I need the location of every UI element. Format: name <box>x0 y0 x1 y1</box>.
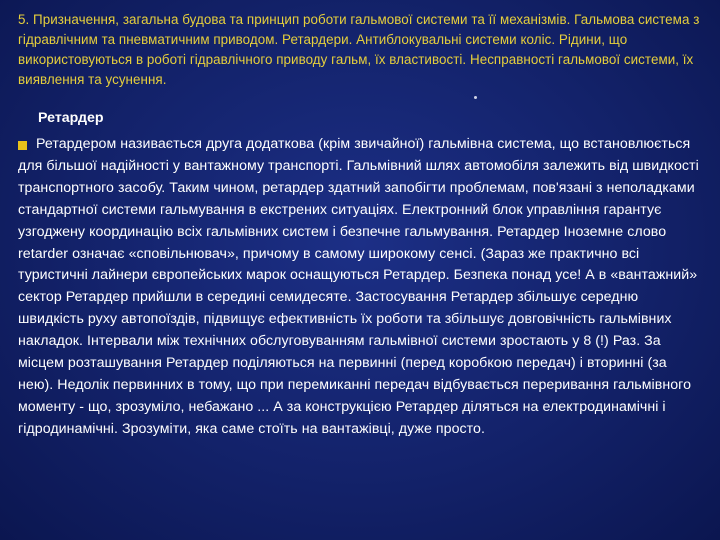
square-bullet-icon <box>18 141 27 150</box>
body-paragraph: Ретардером називається друга додаткова (крім звичайної) гальмівна система, що встановлюється для більшої надійності у вантажному транспорті. Гальмівний шлях автомобіля залежить від швидкості транспортного засобу. Таким чином, ретардер здатний запобігти проблемам, пов'язані з неполадками стандартної системи гальмування в екстрених ситуаціях. Електронний блок управління гарантує узгоджену координацію всіх гальмівних систем і безпечне гальмування. Ретардер Іноземне слово retarder означає «сповільнювач», причому в самому широкому сенсі. (Зараз же практично всі туристичні лайнери європейських марок оснащуються Ретардер. Безпека понад усе! А в «вантажний» сектор Ретардер прийшли в середині семидесяте. Застосування Ретардер збільшує середню швидкість руху автопоїздів, підвищує ефективність їх роботи та збільшує довговічність гальмівних накладок. Інтервали між технічних обслуговуванням гальмівної системи зростають у 8 (!) Раз. За місцем розташування Ретардер поділяються на первинні (перед коробкою передач) і вторинні (за нею). Недолік первинних в тому, що при перемиканні передач відбувається переривання гальмівного моменту - що, зрозуміло, небажано ... А за конструкцією Ретардер діляться на електродинамічні і гідродинамічні. Зрозуміти, яка саме стоїть на вантажівці, дуже просто. <box>18 136 699 437</box>
decorative-dot <box>474 96 477 99</box>
bullet-paragraph <box>18 134 702 441</box>
section-title: Ретардер <box>38 110 104 126</box>
slide-header: 5. Призначення, загальна будова та принцип роботи гальмової системи та її механізмів. Гальмова система з гідравлічним та пневматичним приводом. Ретардери. Антиблокувальні системи коліс. Рідини, що використовуються в роботі гідравлічного приводу гальм, їх властивості. Несправності гальмової системи, їх виявлення та усунення. <box>18 12 700 87</box>
